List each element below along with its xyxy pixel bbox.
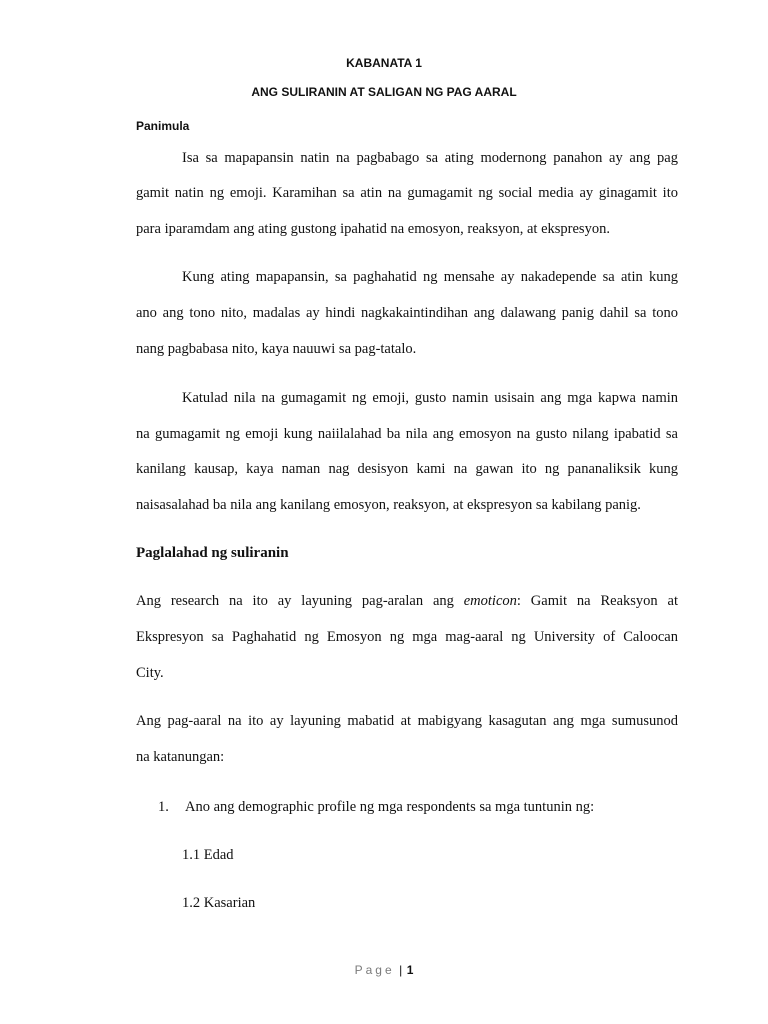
page-footer xyxy=(0,961,768,979)
section-heading: Paglalahad ng suliranin xyxy=(136,545,289,561)
paragraph-text: Ang research na ito ay layuning pag-aralan ang xyxy=(136,593,464,609)
paragraph-line: Katulad nila na gumagamit ng emoji, gusto namin usisain ang mga kapwa namin xyxy=(182,390,678,406)
paragraph-line xyxy=(136,593,678,610)
paragraph-line: City. xyxy=(136,665,164,681)
chapter-title: ANG SULIRANIN AT SALIGAN NG PAG AARAL xyxy=(251,85,517,99)
intro-heading: Panimula xyxy=(136,119,190,133)
paragraph-line: ano ang tono nito, madalas ay hindi nagkakaintindihan ang dalawang panig dahil sa tono xyxy=(136,305,678,321)
paragraph-line: Isa sa mapapansin natin na pagbabago sa ating modernong panahon ay ang pag xyxy=(182,150,678,166)
paragraph-line: kanilang kausap, kaya naman nag desisyon kami na gawan ito ng pananaliksik kung xyxy=(136,461,678,477)
list-number: 1. xyxy=(158,799,169,815)
paragraph-line: para iparamdam ang ating gustong ipahatid na emosyon, reaksyon, at ekspresyon. xyxy=(136,221,610,237)
list-item: Ano ang demographic profile ng mga respondents sa mga tuntunin ng: xyxy=(185,799,595,815)
paragraph-line: Kung ating mapapansin, sa paghahatid ng mensahe ay nakadepende sa atin kung xyxy=(182,269,678,285)
paragraph-line: gamit natin ng emoji. Karamihan sa atin na gumagamit ng social media ay ginagamit ito xyxy=(136,185,678,201)
page-separator: | xyxy=(399,963,403,977)
paragraph-line: Ekspresyon sa Paghahatid ng Emosyon ng mga mag-aaral ng University of Caloocan xyxy=(136,629,678,645)
paragraph-line: nang pagbabasa nito, kaya nauuwi sa pag-tatalo. xyxy=(136,341,417,357)
paragraph-line: na katanungan: xyxy=(136,749,225,765)
sub-list-item: 1.1 Edad xyxy=(182,847,234,863)
paragraph-line: Ang pag-aaral na ito ay layuning mabatid at mabigyang kasagutan ang mga sumusunod xyxy=(136,713,678,729)
emphasis-text: emoticon xyxy=(463,593,517,609)
sub-list-item: 1.2 Kasarian xyxy=(182,895,256,911)
paragraph-text: : Gamit na Reaksyon at xyxy=(516,593,678,609)
page-number: 1 xyxy=(406,963,414,977)
chapter-heading: KABANATA 1 xyxy=(346,56,422,70)
paragraph-line: na gumagamit ng emoji kung naiilalahad ba nila ang emosyon na gusto nilang ipabatid sa xyxy=(136,426,678,442)
paragraph-line: naisasalahad ba nila ang kanilang emosyon, reaksyon, at ekspresyon sa kabilang panig. xyxy=(136,497,641,513)
page-label: Page xyxy=(354,963,395,977)
